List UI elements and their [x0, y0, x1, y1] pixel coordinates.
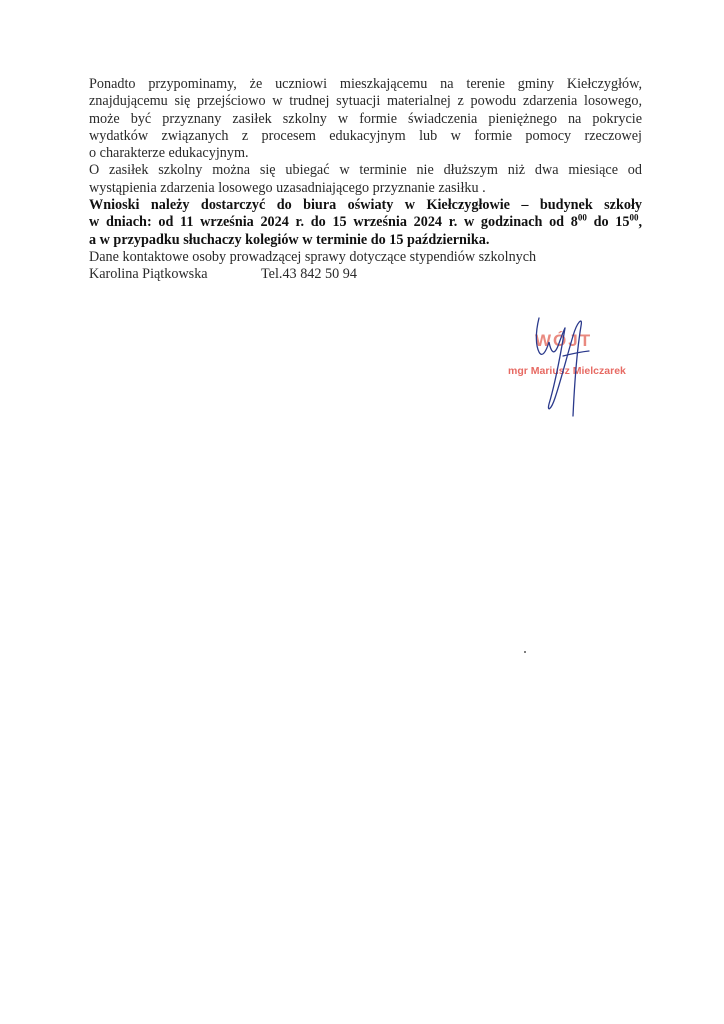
- notice-dates-text: w dniach: od 11 września 2024 r. do 15 września 2024 r. w godzinach od 8: [89, 214, 578, 231]
- letter-body: [89, 76, 642, 284]
- notice-line-2: [89, 214, 642, 231]
- paragraph-2-line-1: O zasiłek szkolny można się ubiegać w terminie nie dłuższym niż dwa miesiące od: [89, 162, 642, 179]
- hour-end-superscript: 00: [629, 214, 639, 223]
- stamp-title: WÓJT: [535, 331, 593, 350]
- paragraph-1-line-4: wydatków związanych z procesem edukacyjnym lub w formie pomocy rzeczowej: [89, 127, 642, 144]
- notice-comma: ,: [638, 214, 642, 231]
- notice-hour-separator: do 15: [586, 214, 630, 231]
- contact-phone: Tel.43 842 50 94: [261, 266, 357, 283]
- contact-line: [89, 266, 642, 283]
- hour-start-superscript: 00: [577, 214, 587, 223]
- stamp-name: mgr Mariusz Mielczarek: [508, 365, 626, 377]
- paragraph-1-line-2: znajdującemu się przejściowo w trudnej sytuacji materialnej z powodu zdarzenia losowego,: [89, 93, 642, 110]
- contact-name: Karolina Piątkowska: [89, 266, 208, 283]
- contact-heading: Dane kontaktowe osoby prowadzącej sprawy dotyczące stypendiów szkolnych: [89, 248, 537, 265]
- paragraph-2-line-2: wystąpienia zdarzenia losowego uzasadniającego przyznanie zasiłku .: [89, 179, 486, 196]
- handwritten-signature: [505, 312, 635, 422]
- paragraph-1-line-1: Ponadto przypominamy, że uczniowi mieszkającemu na terenie gminy Kiełczygłów,: [89, 76, 642, 92]
- paragraph-1-line-5: o charakterze edukacyjnym.: [89, 145, 249, 162]
- notice-line-3: a w przypadku słuchaczy kolegiów w terminie do 15 października.: [89, 231, 490, 248]
- scan-speck: [524, 651, 526, 653]
- paragraph-1-line-3: może być przyznany zasiłek szkolny w formie świadczenia pieniężnego na pokrycie: [89, 110, 642, 127]
- notice-line-1: Wnioski należy dostarczyć do biura oświaty w Kiełczygłowie – budynek szkoły: [89, 197, 642, 214]
